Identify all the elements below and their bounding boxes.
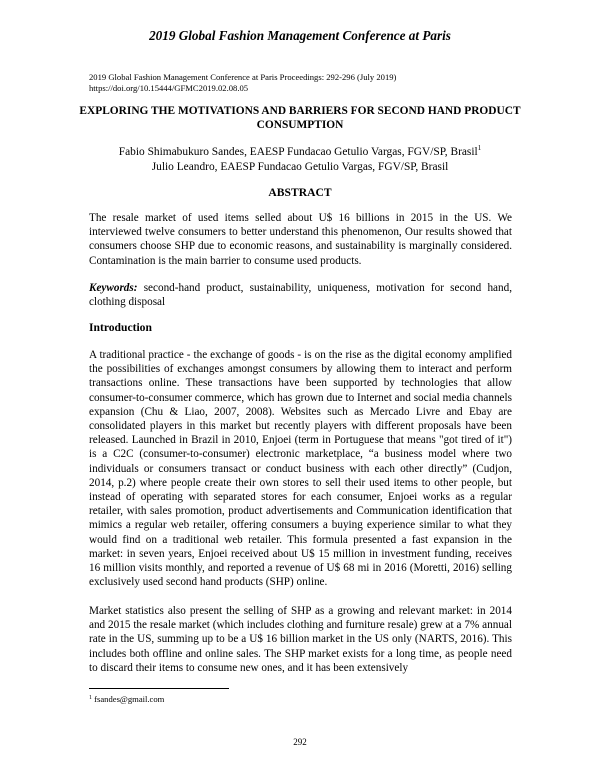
footnote-divider (89, 688, 229, 689)
abstract-text: The resale market of used items selled about U$ 16 billions in 2015 in the US. We interviewed twelve consumers to better understand this phenomenon, Our results showed that consumers choose SHP due to economic reasons, and sustainability is marginally considered. Contamination is the main barrier to consume used products. (89, 212, 512, 267)
page-number: 292 (293, 737, 307, 747)
paper-title: EXPLORING THE MOTIVATIONS AND BARRIERS FOR SECOND HAND PRODUCT CONSUMPTION (79, 105, 521, 131)
proceedings-info (89, 72, 519, 94)
introduction-paragraph-1: A traditional practice - the exchange of goods - is on the rise as the digital economy amplified the possibilities of exchanges amongst consumers by allowing them to interact and perform transactions online. These transactions have been supported by technologies that allow consumer-to-consumer commerce, which has grown due to Internet and social media channels expansion (Chu & Liao, 2007, 2008). Websites such as Mercado Livre and Ebay are consolidated players in this market but recently players with different proposals have been released. Launched in Brazil in 2010, Enjoei (term in Portuguese that means "got tired of it") is a C2C (consumer-to-consumer) electronic marketplace, “a business model where two individuals or consumers transact or conduct business with each other directly” (Cudjon, 2014, p.2) where people create their own stores to sell their used items to other people, but instead of operating with separated stores for each consumer, Enjoei works as a regular retailer, with sales promotion, product advertisements and Communication identification that mimics a regular web retailer, offering consumers a buying experience similar to what they would find on a traditional web retailer. This formula presented a fast expansion in the market: in seven years, Enjoei received about U$ 15 million in investment funding, receives 16 million visits monthly, and reported a revenue of U$ 68 mi in 2016 (Moretti, 2016) selling exclusively used second hand products (SHP) online. (89, 349, 512, 589)
introduction-heading: Introduction (89, 321, 152, 334)
author-list (60, 145, 540, 174)
abstract-heading: ABSTRACT (268, 186, 332, 199)
footnote-email: fsandes@gmail.com (92, 694, 165, 704)
author-2: Julio Leandro, EAESP Fundacao Getulio Vargas, FGV/SP, Brasil (151, 160, 449, 173)
footnote (89, 694, 164, 704)
author-1 (60, 145, 540, 160)
keywords-text: second-hand product, sustainability, uniqueness, motivation for second hand, clothing disposal (89, 282, 512, 309)
keywords (89, 281, 512, 309)
proceedings-citation: 2019 Global Fashion Management Conference at Paris Proceedings: 292-296 (July 2019) (89, 72, 397, 82)
footnote-marker: 1 (477, 144, 482, 152)
footnote-mark: 1 (89, 695, 92, 701)
doi-link[interactable]: https://doi.org/10.15444/GFMC2019.02.08.05 (89, 83, 249, 93)
keywords-label: Keywords: (89, 282, 138, 294)
introduction-paragraph-2: Market statistics also present the selling of SHP as a growing and relevant market: in 2014 and 2015 the resale market (which includes clothing and furniture resale) grew at a 7% annual rate in the US, summing up to be a U$ 16 billion market in the US only (NARTS, 2016). This includes both offline and online sales. The SHP market exists for a long time, as people need to discard their items to consume new ones, and it has been extensively (89, 605, 512, 674)
author-1-text: Fabio Shimabukuro Sandes, EAESP Fundacao Getulio Vargas, FGV/SP, Brasil (118, 146, 478, 158)
conference-header: 2019 Global Fashion Management Conference at Paris (149, 28, 451, 43)
